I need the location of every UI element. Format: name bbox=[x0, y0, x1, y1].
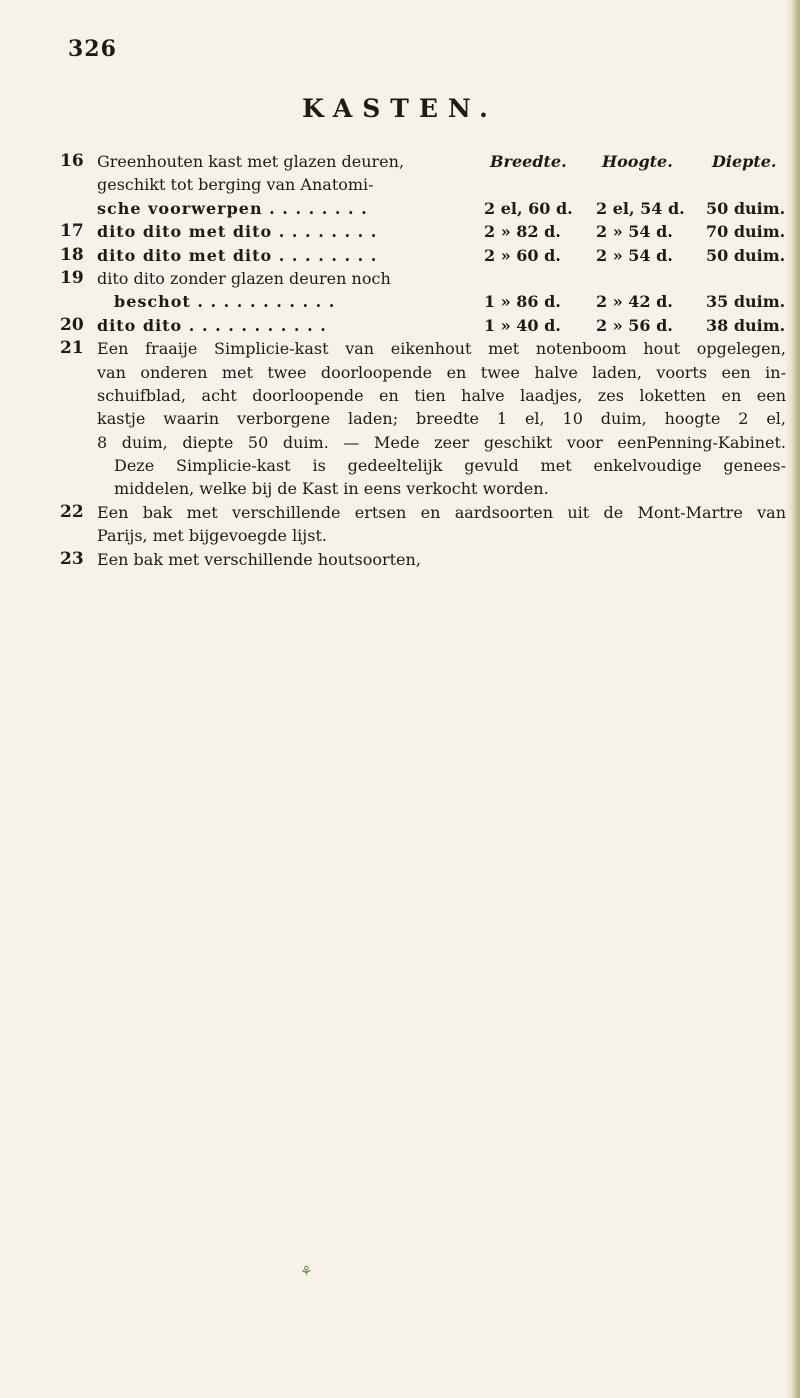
paragraph-text: schuifblad, acht doorloopende en tien halve laadjes, zes loketten en een bbox=[97, 385, 786, 405]
catalogue-entries bbox=[60, 150, 786, 571]
page-edge bbox=[786, 0, 800, 1398]
column-header-height: Hoogte. bbox=[602, 152, 673, 171]
entry-line bbox=[60, 150, 786, 173]
entry-line bbox=[60, 314, 786, 337]
paragraph-line bbox=[60, 548, 786, 571]
depth-value: 50 duim. bbox=[706, 245, 786, 265]
width-value: 2 » 60 d. bbox=[484, 245, 561, 265]
column-header-depth: Diepte. bbox=[712, 152, 777, 171]
paragraph-line bbox=[60, 384, 786, 407]
paragraph-line bbox=[60, 337, 786, 360]
entry-text: dito dito . . . . . . . . . . . bbox=[97, 315, 327, 335]
paragraph-text: Deze Simplicie-kast is gedeeltelijk gevuld met enkelvoudige genees- bbox=[114, 456, 786, 476]
width-value: 2 » 82 d. bbox=[484, 222, 561, 242]
column-header-width: Breedte. bbox=[490, 152, 567, 171]
entry-number: 18 bbox=[60, 244, 84, 265]
paragraph-line bbox=[60, 524, 786, 547]
paragraph-line bbox=[60, 454, 786, 477]
entry-number: 20 bbox=[60, 314, 84, 335]
page-title: KASTEN. bbox=[302, 94, 498, 123]
paragraph-text: Een fraaije Simplicie-kast van eikenhout met notenboom hout opgelegen, bbox=[97, 339, 786, 359]
paragraph-text: 8 duim, diepte 50 duim. — Mede zeer geschikt voor eenPenning-Kabinet. bbox=[97, 432, 786, 452]
height-value: 2 » 56 d. bbox=[596, 315, 673, 335]
entry-text: sche voorwerpen . . . . . . . . bbox=[97, 198, 368, 218]
entry-text: dito dito met dito . . . . . . . . bbox=[97, 245, 378, 265]
depth-value: 70 duim. bbox=[706, 222, 786, 242]
entry-line bbox=[60, 244, 786, 267]
paragraph-text: van onderen met twee doorloopende en twee halve laden, voorts een in- bbox=[97, 362, 786, 382]
height-value: 2 » 54 d. bbox=[596, 245, 673, 265]
depth-value: 38 duim. bbox=[706, 315, 786, 335]
depth-value: 50 duim. bbox=[706, 198, 786, 218]
entry-number: 21 bbox=[60, 338, 84, 359]
entry-number: 17 bbox=[60, 221, 84, 242]
depth-value: 35 duim. bbox=[706, 292, 786, 312]
paragraph-line bbox=[60, 501, 786, 524]
page-number: 326 bbox=[68, 36, 117, 62]
entry-text: dito dito zonder glazen deuren noch bbox=[97, 268, 391, 288]
paragraph-text: kastje waarin verborgene laden; breedte 1 el, 10 duim, hoogte 2 el, bbox=[97, 409, 786, 429]
height-value: 2 el, 54 d. bbox=[596, 198, 685, 218]
entry-number: 19 bbox=[60, 267, 84, 288]
height-value: 2 » 42 d. bbox=[596, 292, 673, 312]
paragraph-text: middelen, welke bij de Kast in eens verkocht worden. bbox=[114, 479, 549, 499]
paragraph-line bbox=[60, 361, 786, 384]
width-value: 1 » 40 d. bbox=[484, 315, 561, 335]
entry-number: 16 bbox=[60, 151, 84, 171]
entry-number: 22 bbox=[60, 501, 84, 522]
entry-text: Greenhouten kast met glazen deuren, bbox=[97, 152, 405, 171]
entry-text: dito dito met dito . . . . . . . . bbox=[97, 222, 378, 242]
paragraph-line bbox=[60, 407, 786, 430]
entry-line bbox=[60, 290, 786, 313]
paragraph-text: Een bak met verschillende ertsen en aardsoorten uit de Mont-Martre van bbox=[97, 502, 786, 522]
width-value: 1 » 86 d. bbox=[484, 292, 561, 312]
entry-line bbox=[60, 220, 786, 243]
entry-line bbox=[60, 197, 786, 220]
entry-number: 23 bbox=[60, 548, 84, 569]
width-value: 2 el, 60 d. bbox=[484, 198, 573, 218]
entry-text: geschikt tot berging van Anatomi- bbox=[97, 175, 374, 195]
paragraph-text: Een bak met verschillende houtsoorten, bbox=[97, 549, 421, 569]
paragraph-line bbox=[60, 431, 786, 454]
paragraph-line bbox=[60, 477, 786, 500]
height-value: 2 » 54 d. bbox=[596, 222, 673, 242]
entry-text: beschot . . . . . . . . . . . bbox=[114, 292, 336, 312]
entry-line bbox=[60, 173, 786, 196]
paragraph-text: Parijs, met bijgevoegde lijst. bbox=[97, 526, 327, 546]
margin-mark-icon: ⚘ bbox=[300, 1264, 313, 1280]
entry-line bbox=[60, 267, 786, 290]
